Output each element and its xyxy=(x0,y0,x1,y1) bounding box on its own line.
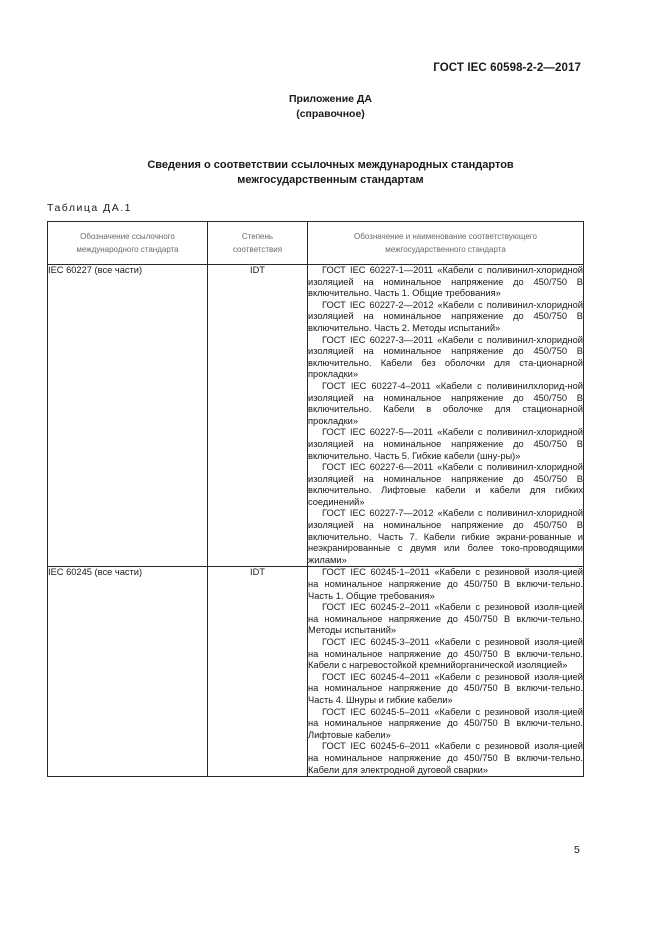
standard-entry: ГОСТ IEC 60245-1–2011 «Кабели с резиновой изоля-цией на номинальное напряжение до 450/750 В включи-тельно. Часть 1. Общие требования» xyxy=(308,567,583,601)
section-title-line-2: межгосударственным стандартам xyxy=(237,174,424,186)
standard-entry: ГОСТ IEC 60227-3—2011 «Кабели с поливинил-хлоридной изоляцией на номинальное напряжение до 450/750 В включительно. Кабели без оболочки для ста-ционарной прокладки» xyxy=(308,334,583,380)
header-line: межгосударственного стандарта xyxy=(385,245,506,254)
standard-entry: ГОСТ IEC 60227-1—2011 «Кабели с поливинил-хлоридной изоляцией на номинальное напряжение до 450/750 В включительно. Часть 1. Общие требования» xyxy=(308,265,583,299)
standard-entry: ГОСТ IEC 60227-6—2011 «Кабели с поливинил-хлоридной изоляцией на номинальное напряжение до 450/750 В включительно. Лифтовые кабели и кабели для гибких соединений» xyxy=(308,462,583,507)
header-line: соответствия xyxy=(232,245,283,254)
header-line: Обозначение и наименование соответствующего xyxy=(354,232,537,241)
standard-entry: ГОСТ IEC 60245-6–2011 «Кабели с резиновой изоля-цией на номинальное напряжение до 450/750 В включи-тельно. Кабели для электродной дуговой сварки» xyxy=(308,741,583,775)
standard-entry: ГОСТ IEC 60245-2–2011 «Кабели с резиновой изоля-цией на номинальное напряжение до 450/750 В включи-тельно. Методы испытаний» xyxy=(308,602,583,636)
annex-subtitle: (справочное) xyxy=(296,108,365,120)
degree-cell: IDT xyxy=(208,567,308,777)
header-line: международного стандарта xyxy=(76,245,179,254)
standard-entry: ГОСТ IEC 60245-4–2011 «Кабели с резиновой изоля-цией на номинальное напряжение до 450/750 В включи-тельно. Часть 4. Шнуры и гибкие кабели» xyxy=(308,671,583,705)
section-title xyxy=(0,158,661,188)
standard-entry: ГОСТ IEC 60245-5–2011 «Кабели с резиновой изоля-цией на номинальное напряжение до 450/750 В включи-тельно. Лифтовые кабели» xyxy=(308,706,583,740)
header-degree xyxy=(208,222,308,265)
document-code: ГОСТ IEC 60598-2-2—2017 xyxy=(433,62,581,74)
page-number: 5 xyxy=(574,844,580,856)
table-row-iec-60245 xyxy=(48,567,584,777)
standard-cell: IEC 60227 (все части) xyxy=(48,265,208,567)
correspondence-table xyxy=(47,221,584,777)
annex-heading xyxy=(0,92,661,122)
section-title-line-1: Сведения о соответствии ссылочных международных стандартов xyxy=(147,159,514,171)
description-cell xyxy=(308,567,584,777)
table-caption: Таблица ДА.1 xyxy=(47,202,132,214)
header-interstate-standard xyxy=(308,222,584,265)
description-cell xyxy=(308,265,584,567)
degree-cell: IDT xyxy=(208,265,308,567)
standard-entry: ГОСТ IEC 60227-5—2011 «Кабели с поливинил-хлоридной изоляцией на номинальное напряжение до 450/750 В включительно. Часть 5. Гибкие кабели (шну-ры)» xyxy=(308,427,583,461)
table-row-iec-60227 xyxy=(48,265,584,567)
standard-cell: IEC 60245 (все части) xyxy=(48,567,208,777)
table-header-row xyxy=(48,222,584,265)
annex-title: Приложение ДА xyxy=(289,93,372,105)
header-line: Степень xyxy=(241,232,274,241)
standard-entry: ГОСТ IEC 60227-7—2012 «Кабели с поливинил-хлоридной изоляцией на номинальное напряжение до 450/750 В включительно. Часть 7. Кабели гибкие экрани-рованные и неэкранированные с двумя или более токо-проводящими жилами» xyxy=(308,508,583,565)
standard-entry: ГОСТ IEC 60227-2—2012 «Кабели с поливинил-хлоридной изоляцией на номинальное напряжение до 450/750 В включительно. Часть 2. Методы испытаний» xyxy=(308,299,583,333)
header-line: Обозначение ссылочного xyxy=(80,232,175,241)
standard-entry: ГОСТ IEC 60227-4–2011 «Кабели с поливинилхлорид-ной изоляцией на номинальное напряжение до 450/750 В включительно. Кабели в оболочке для стационарной прокладки» xyxy=(308,380,583,426)
standard-entry: ГОСТ IEC 60245-3–2011 «Кабели с резиновой изоля-цией на номинальное напряжение до 450/750 В включи-тельно. Кабели с нагревостойкой кремнийорганической изоляцией» xyxy=(308,637,583,671)
header-international-standard xyxy=(48,222,208,265)
